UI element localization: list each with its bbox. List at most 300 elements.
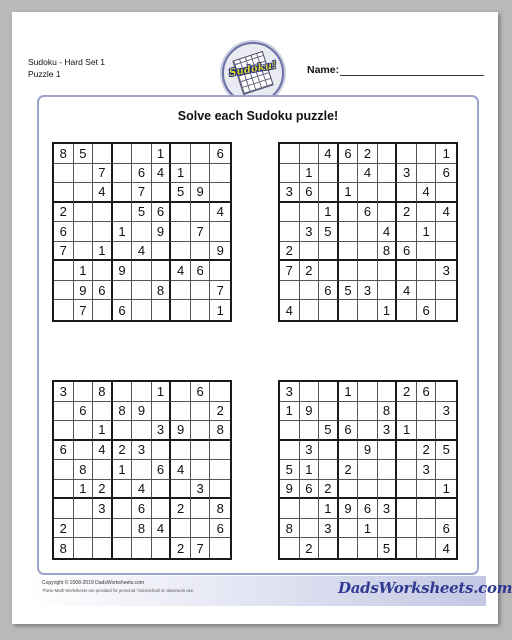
empty-cell[interactable] — [171, 203, 191, 223]
empty-cell[interactable] — [132, 538, 152, 558]
empty-cell[interactable] — [319, 538, 339, 558]
empty-cell[interactable] — [300, 421, 320, 441]
empty-cell[interactable] — [54, 499, 74, 519]
empty-cell[interactable] — [93, 402, 113, 422]
empty-cell[interactable] — [358, 402, 378, 422]
copyright-text: Copyright © 2008-2019 DadsWorksheets.com — [42, 580, 144, 586]
given-cell: 6 — [152, 460, 172, 480]
empty-cell[interactable] — [171, 519, 191, 539]
empty-cell[interactable] — [132, 300, 152, 320]
empty-cell[interactable] — [54, 261, 74, 281]
empty-cell[interactable] — [132, 222, 152, 242]
given-cell: 4 — [132, 242, 152, 262]
empty-cell[interactable] — [74, 421, 94, 441]
given-cell: 2 — [319, 480, 339, 500]
empty-cell[interactable] — [339, 222, 359, 242]
given-cell: 6 — [210, 519, 230, 539]
given-cell: 8 — [210, 421, 230, 441]
empty-cell[interactable] — [152, 183, 172, 203]
name-field[interactable] — [340, 75, 484, 76]
given-cell: 6 — [54, 222, 74, 242]
empty-cell[interactable] — [300, 499, 320, 519]
empty-cell[interactable] — [417, 144, 437, 164]
given-cell: 2 — [171, 538, 191, 558]
given-cell: 1 — [358, 519, 378, 539]
given-cell: 1 — [280, 402, 300, 422]
empty-cell[interactable] — [378, 460, 398, 480]
empty-cell[interactable] — [132, 261, 152, 281]
empty-cell[interactable] — [319, 164, 339, 184]
empty-cell[interactable] — [74, 382, 94, 402]
given-cell: 2 — [397, 203, 417, 223]
empty-cell[interactable] — [436, 281, 456, 301]
given-cell: 1 — [152, 382, 172, 402]
empty-cell[interactable] — [378, 183, 398, 203]
empty-cell[interactable] — [191, 402, 211, 422]
given-cell: 2 — [171, 499, 191, 519]
empty-cell[interactable] — [339, 441, 359, 461]
given-cell: 6 — [358, 203, 378, 223]
empty-cell[interactable] — [397, 499, 417, 519]
empty-cell[interactable] — [152, 499, 172, 519]
empty-cell[interactable] — [210, 480, 230, 500]
empty-cell[interactable] — [417, 402, 437, 422]
given-cell: 4 — [378, 222, 398, 242]
sudoku-grid-2 — [278, 142, 458, 322]
empty-cell[interactable] — [113, 480, 133, 500]
given-cell: 9 — [358, 441, 378, 461]
empty-cell[interactable] — [397, 144, 417, 164]
empty-cell[interactable] — [93, 538, 113, 558]
given-cell: 3 — [378, 421, 398, 441]
empty-cell[interactable] — [397, 441, 417, 461]
logo-text: Sudoku! — [228, 59, 278, 80]
puzzle-panel — [37, 95, 479, 575]
given-cell: 9 — [300, 402, 320, 422]
empty-cell[interactable] — [397, 480, 417, 500]
given-cell: 3 — [54, 382, 74, 402]
empty-cell[interactable] — [210, 382, 230, 402]
given-cell: 6 — [436, 519, 456, 539]
empty-cell[interactable] — [113, 183, 133, 203]
empty-cell[interactable] — [171, 402, 191, 422]
given-cell: 1 — [378, 300, 398, 320]
given-cell: 4 — [397, 281, 417, 301]
empty-cell[interactable] — [280, 164, 300, 184]
given-cell: 5 — [171, 183, 191, 203]
given-cell: 1 — [300, 164, 320, 184]
empty-cell[interactable] — [378, 164, 398, 184]
given-cell: 6 — [191, 382, 211, 402]
given-cell: 1 — [300, 460, 320, 480]
empty-cell[interactable] — [397, 300, 417, 320]
empty-cell[interactable] — [397, 222, 417, 242]
given-cell: 9 — [113, 261, 133, 281]
given-cell: 1 — [93, 242, 113, 262]
given-cell: 8 — [152, 281, 172, 301]
empty-cell[interactable] — [358, 261, 378, 281]
empty-cell[interactable] — [417, 480, 437, 500]
empty-cell[interactable] — [132, 144, 152, 164]
empty-cell[interactable] — [113, 519, 133, 539]
empty-cell[interactable] — [358, 460, 378, 480]
given-cell: 2 — [397, 382, 417, 402]
given-cell: 8 — [54, 538, 74, 558]
empty-cell[interactable] — [191, 519, 211, 539]
given-cell: 5 — [319, 222, 339, 242]
empty-cell[interactable] — [436, 222, 456, 242]
instruction: Solve each Sudoku puzzle! — [177, 109, 339, 123]
given-cell: 6 — [113, 300, 133, 320]
empty-cell[interactable] — [93, 203, 113, 223]
given-cell: 1 — [319, 499, 339, 519]
empty-cell[interactable] — [436, 382, 456, 402]
empty-cell[interactable] — [210, 441, 230, 461]
empty-cell[interactable] — [280, 203, 300, 223]
empty-cell[interactable] — [339, 261, 359, 281]
empty-cell[interactable] — [378, 519, 398, 539]
empty-cell[interactable] — [280, 538, 300, 558]
given-cell: 5 — [339, 281, 359, 301]
worksheet-title: Sudoku - Hard Set 1 — [28, 57, 106, 67]
given-cell: 7 — [74, 300, 94, 320]
empty-cell[interactable] — [113, 382, 133, 402]
empty-cell[interactable] — [417, 281, 437, 301]
empty-cell[interactable] — [113, 203, 133, 223]
given-cell: 3 — [358, 281, 378, 301]
empty-cell[interactable] — [300, 382, 320, 402]
empty-cell[interactable] — [319, 441, 339, 461]
empty-cell[interactable] — [191, 460, 211, 480]
given-cell: 6 — [339, 421, 359, 441]
empty-cell[interactable] — [339, 480, 359, 500]
empty-cell[interactable] — [74, 183, 94, 203]
empty-cell[interactable] — [152, 402, 172, 422]
given-cell: 9 — [132, 402, 152, 422]
empty-cell[interactable] — [93, 144, 113, 164]
given-cell: 2 — [210, 402, 230, 422]
empty-cell[interactable] — [74, 203, 94, 223]
brand-logo: DadsWorksheets.com — [338, 579, 512, 597]
empty-cell[interactable] — [280, 441, 300, 461]
given-cell: 8 — [132, 519, 152, 539]
given-cell: 9 — [210, 242, 230, 262]
given-cell: 6 — [210, 144, 230, 164]
given-cell: 4 — [93, 441, 113, 461]
empty-cell[interactable] — [436, 460, 456, 480]
empty-cell[interactable] — [74, 441, 94, 461]
empty-cell[interactable] — [171, 144, 191, 164]
empty-cell[interactable] — [54, 281, 74, 301]
given-cell: 6 — [436, 164, 456, 184]
empty-cell[interactable] — [378, 261, 398, 281]
empty-cell[interactable] — [113, 242, 133, 262]
given-cell: 7 — [191, 222, 211, 242]
empty-cell[interactable] — [54, 402, 74, 422]
empty-cell[interactable] — [339, 203, 359, 223]
empty-cell[interactable] — [417, 203, 437, 223]
empty-cell[interactable] — [417, 261, 437, 281]
sudoku-grid-3 — [52, 380, 232, 560]
empty-cell[interactable] — [93, 300, 113, 320]
empty-cell[interactable] — [280, 144, 300, 164]
disclaimer-text: These Math Worksheets are provided for personal, homeschool or classroom use. — [42, 588, 195, 593]
empty-cell[interactable] — [74, 242, 94, 262]
given-cell: 8 — [378, 402, 398, 422]
empty-cell[interactable] — [417, 164, 437, 184]
given-cell: 8 — [74, 460, 94, 480]
empty-cell[interactable] — [191, 164, 211, 184]
empty-cell[interactable] — [339, 300, 359, 320]
given-cell: 3 — [417, 460, 437, 480]
empty-cell[interactable] — [397, 261, 417, 281]
empty-cell[interactable] — [152, 242, 172, 262]
empty-cell[interactable] — [191, 242, 211, 262]
empty-cell[interactable] — [300, 203, 320, 223]
given-cell: 2 — [300, 538, 320, 558]
empty-cell[interactable] — [319, 183, 339, 203]
empty-cell[interactable] — [300, 519, 320, 539]
empty-cell[interactable] — [397, 402, 417, 422]
given-cell: 7 — [191, 538, 211, 558]
empty-cell[interactable] — [319, 382, 339, 402]
empty-cell[interactable] — [132, 460, 152, 480]
empty-cell[interactable] — [54, 300, 74, 320]
given-cell: 3 — [280, 382, 300, 402]
given-cell: 2 — [54, 203, 74, 223]
empty-cell[interactable] — [417, 499, 437, 519]
empty-cell[interactable] — [339, 538, 359, 558]
given-cell: 7 — [54, 242, 74, 262]
empty-cell[interactable] — [152, 538, 172, 558]
given-cell: 1 — [397, 421, 417, 441]
empty-cell[interactable] — [280, 281, 300, 301]
empty-cell[interactable] — [358, 421, 378, 441]
empty-cell[interactable] — [152, 480, 172, 500]
empty-cell[interactable] — [113, 144, 133, 164]
empty-cell[interactable] — [54, 460, 74, 480]
empty-cell[interactable] — [358, 538, 378, 558]
empty-cell[interactable] — [54, 421, 74, 441]
empty-cell[interactable] — [378, 441, 398, 461]
empty-cell[interactable] — [358, 480, 378, 500]
empty-cell[interactable] — [171, 300, 191, 320]
empty-cell[interactable] — [191, 300, 211, 320]
given-cell: 9 — [74, 281, 94, 301]
empty-cell[interactable] — [339, 519, 359, 539]
empty-cell[interactable] — [191, 144, 211, 164]
empty-cell[interactable] — [280, 499, 300, 519]
empty-cell[interactable] — [339, 164, 359, 184]
empty-cell[interactable] — [210, 222, 230, 242]
given-cell: 6 — [397, 242, 417, 262]
given-cell: 5 — [319, 421, 339, 441]
empty-cell[interactable] — [74, 519, 94, 539]
empty-cell[interactable] — [210, 164, 230, 184]
given-cell: 4 — [280, 300, 300, 320]
given-cell: 4 — [171, 261, 191, 281]
given-cell: 3 — [300, 441, 320, 461]
given-cell: 5 — [378, 538, 398, 558]
empty-cell[interactable] — [436, 183, 456, 203]
empty-cell[interactable] — [74, 222, 94, 242]
empty-cell[interactable] — [378, 480, 398, 500]
empty-cell[interactable] — [210, 183, 230, 203]
given-cell: 9 — [152, 222, 172, 242]
given-cell: 4 — [436, 203, 456, 223]
given-cell: 8 — [113, 402, 133, 422]
given-cell: 2 — [300, 261, 320, 281]
given-cell: 3 — [191, 480, 211, 500]
given-cell: 1 — [339, 382, 359, 402]
given-cell: 8 — [280, 519, 300, 539]
given-cell: 6 — [132, 499, 152, 519]
given-cell: 9 — [191, 183, 211, 203]
empty-cell[interactable] — [74, 499, 94, 519]
empty-cell[interactable] — [132, 382, 152, 402]
given-cell: 1 — [152, 144, 172, 164]
empty-cell[interactable] — [191, 441, 211, 461]
empty-cell[interactable] — [417, 538, 437, 558]
given-cell: 1 — [417, 222, 437, 242]
empty-cell[interactable] — [280, 421, 300, 441]
empty-cell[interactable] — [378, 281, 398, 301]
empty-cell[interactable] — [417, 421, 437, 441]
empty-cell[interactable] — [171, 222, 191, 242]
empty-cell[interactable] — [54, 164, 74, 184]
empty-cell[interactable] — [358, 382, 378, 402]
empty-cell[interactable] — [378, 382, 398, 402]
given-cell: 6 — [300, 480, 320, 500]
given-cell: 2 — [358, 144, 378, 164]
empty-cell[interactable] — [74, 538, 94, 558]
empty-cell[interactable] — [54, 480, 74, 500]
given-cell: 4 — [93, 183, 113, 203]
empty-cell[interactable] — [74, 164, 94, 184]
given-cell: 2 — [93, 480, 113, 500]
given-cell: 3 — [152, 421, 172, 441]
empty-cell[interactable] — [436, 499, 456, 519]
given-cell: 4 — [442, 540, 450, 556]
given-cell: 7 — [132, 183, 152, 203]
empty-cell[interactable] — [397, 460, 417, 480]
empty-cell[interactable] — [113, 164, 133, 184]
empty-cell[interactable] — [397, 538, 417, 558]
empty-cell[interactable] — [397, 183, 417, 203]
empty-cell[interactable] — [171, 441, 191, 461]
empty-cell[interactable] — [132, 281, 152, 301]
given-cell: 1 — [339, 183, 359, 203]
empty-cell[interactable] — [113, 281, 133, 301]
given-cell: 6 — [358, 499, 378, 519]
empty-cell[interactable] — [93, 460, 113, 480]
empty-cell[interactable] — [300, 144, 320, 164]
empty-cell[interactable] — [378, 203, 398, 223]
empty-cell[interactable] — [417, 242, 437, 262]
empty-cell[interactable] — [319, 402, 339, 422]
empty-cell[interactable] — [319, 242, 339, 262]
empty-cell[interactable] — [358, 300, 378, 320]
puzzle-number: Puzzle 1 — [28, 69, 61, 79]
name-label: Name: — [307, 64, 340, 76]
empty-cell[interactable] — [191, 499, 211, 519]
empty-cell[interactable] — [93, 519, 113, 539]
given-cell: 5 — [74, 144, 94, 164]
empty-cell[interactable] — [152, 441, 172, 461]
empty-cell[interactable] — [93, 261, 113, 281]
empty-cell[interactable] — [358, 222, 378, 242]
empty-cell[interactable] — [319, 300, 339, 320]
given-cell: 8 — [54, 144, 74, 164]
empty-cell[interactable] — [319, 261, 339, 281]
empty-cell[interactable] — [210, 261, 230, 281]
empty-cell[interactable] — [152, 261, 172, 281]
empty-cell[interactable] — [152, 300, 172, 320]
given-cell: 2 — [54, 519, 74, 539]
empty-cell[interactable] — [300, 242, 320, 262]
empty-cell[interactable] — [210, 460, 230, 480]
given-cell: 3 — [436, 402, 456, 422]
empty-cell[interactable] — [300, 281, 320, 301]
given-cell: 4 — [152, 519, 172, 539]
empty-cell[interactable] — [300, 300, 320, 320]
empty-cell[interactable] — [113, 421, 133, 441]
given-cell: 3 — [93, 499, 113, 519]
given-cell: 2 — [417, 441, 437, 461]
empty-cell[interactable] — [93, 222, 113, 242]
empty-cell[interactable] — [132, 421, 152, 441]
empty-cell[interactable] — [436, 421, 456, 441]
empty-cell[interactable] — [339, 402, 359, 422]
empty-cell[interactable] — [210, 538, 230, 558]
given-cell: 9 — [171, 421, 191, 441]
given-cell: 6 — [132, 164, 152, 184]
given-cell: 3 — [436, 261, 456, 281]
empty-cell[interactable] — [378, 144, 398, 164]
empty-cell[interactable] — [171, 281, 191, 301]
empty-cell[interactable] — [319, 460, 339, 480]
given-cell: 6 — [152, 203, 172, 223]
given-cell: 9 — [280, 480, 300, 500]
given-cell: 5 — [280, 460, 300, 480]
empty-cell[interactable] — [339, 242, 359, 262]
given-cell: 4 — [210, 203, 230, 223]
given-cell: 6 — [417, 300, 437, 320]
empty-cell[interactable] — [171, 242, 191, 262]
empty-cell[interactable] — [358, 242, 378, 262]
empty-cell[interactable] — [113, 538, 133, 558]
empty-cell[interactable] — [171, 382, 191, 402]
empty-cell[interactable] — [417, 519, 437, 539]
given-cell: 6 — [74, 402, 94, 422]
given-cell: 7 — [93, 164, 113, 184]
given-cell: 4 — [319, 144, 339, 164]
empty-cell[interactable] — [280, 222, 300, 242]
empty-cell[interactable] — [113, 499, 133, 519]
empty-cell[interactable] — [358, 183, 378, 203]
empty-cell[interactable] — [54, 183, 74, 203]
empty-cell[interactable] — [171, 480, 191, 500]
empty-cell[interactable] — [191, 421, 211, 441]
sudoku-grid-1 — [52, 142, 232, 322]
given-cell: 1 — [113, 460, 133, 480]
empty-cell[interactable] — [397, 519, 417, 539]
empty-cell[interactable] — [436, 242, 456, 262]
given-cell: 4 — [132, 480, 152, 500]
empty-cell[interactable] — [436, 300, 456, 320]
empty-cell[interactable] — [191, 203, 211, 223]
empty-cell[interactable] — [191, 281, 211, 301]
